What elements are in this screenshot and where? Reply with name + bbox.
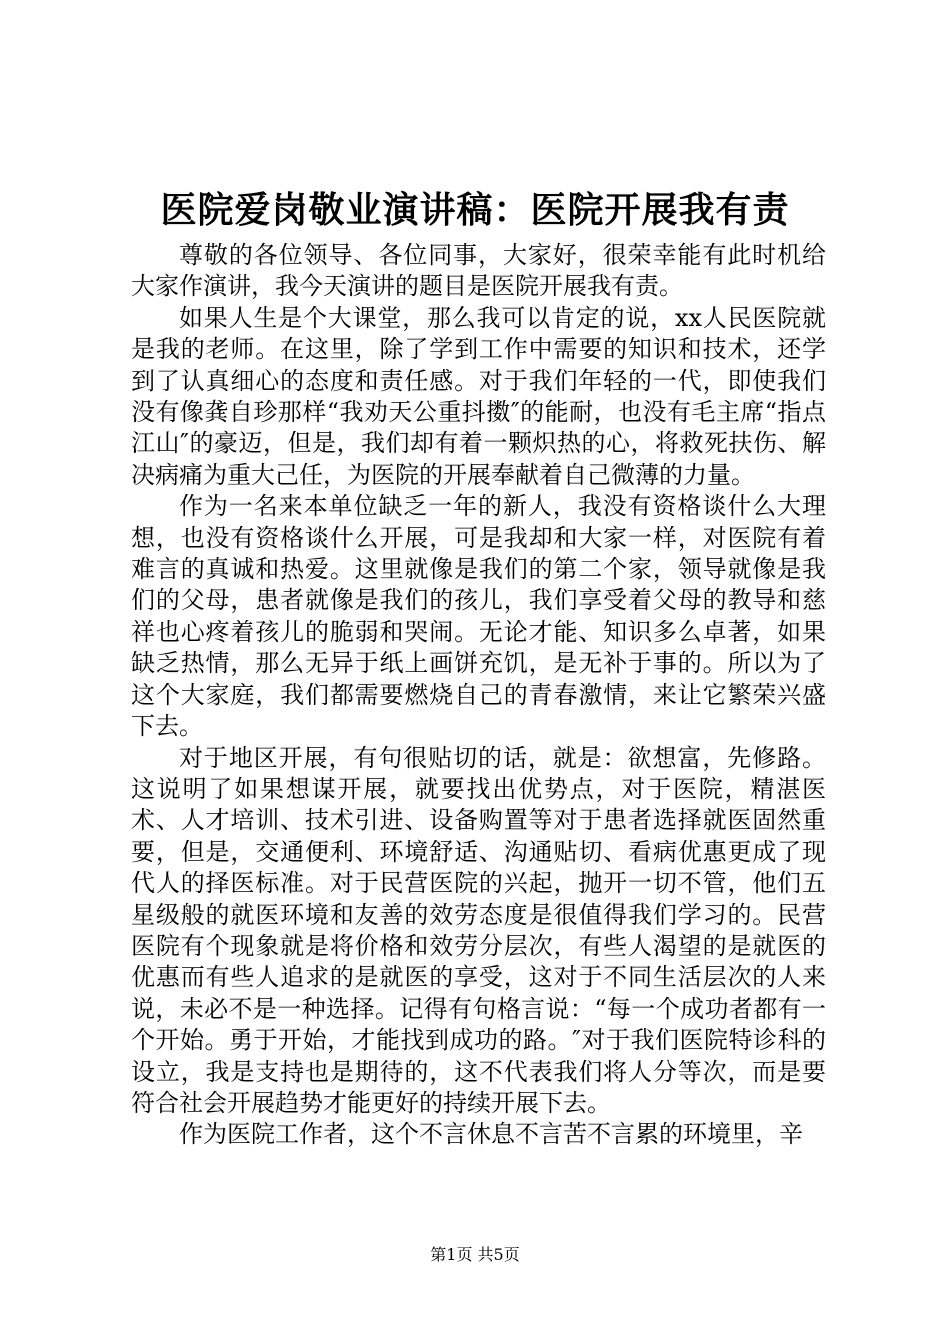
paragraph-hospital-worker: 作为医院工作者，这个不言休息不言苦不言累的环境里，辛 xyxy=(179,1120,803,1149)
document-title: 医院爱岗敬业演讲稿：医院开展我有责 xyxy=(160,189,790,231)
paragraph-newcomer: 作为一名来本单位缺乏一年的新人，我没有资格谈什么大理想，也没有资格谈什么开展，可是我却和大家一样，对医院有着难言的真诚和热爱。这里就像是我们的第二个家，领导就像是我们的父母，患者就像是我们的孩儿，我们享受着父母的教导和慈祥也心疼着孩儿的脆弱和哭闹。无论才能、知识多么卓著，如果缺乏热情，那么无异于纸上画饼充饥，是无补于事的。所以为了这个大家庭，我们都需要燃烧自己的青春激情，来让它繁荣兴盛下去。 xyxy=(131,492,826,741)
paragraph-greeting: 尊敬的各位领导、各位同事，大家好，很荣幸能有此时机给大家作演讲，我今天演讲的题目是医院开展我有责。 xyxy=(131,241,826,301)
document-body xyxy=(131,240,826,1151)
page-footer: 第1页 共5页 xyxy=(430,1245,520,1264)
paragraph-development: 对于地区开展，有句很贴切的话，就是：欲想富，先修路。这说明了如果想谋开展，就要找出优势点，对于医院，精湛医术、人才培训、技术引进、设备购置等对于患者选择就医固然重要，但是，交通便利、环境舒适、沟通贴切、看病优惠更成了现代人的择医标准。对于民营医院的兴起，抛开一切不管，他们五星级般的就医环境和友善的效劳态度是很值得我们学习的。民营医院有个现象就是将价格和效劳分层次，有些人渴望的是就医的优惠而有些人追求的是就医的享受，这对于不同生活层次的人来说，未必不是一种选择。记得有句格言说：“每一个成功者都有一个开始。勇于开始，才能找到成功的路。″对于我们医院特诊科的设立，我是支持也是期待的，这不代表我们将人分等次，而是要符合社会开展趋势才能更好的持续开展下去。 xyxy=(131,743,826,1117)
paragraph-hospital-teacher: 如果人生是个大课堂，那么我可以肯定的说，xx人民医院就是我的老师。在这里，除了学到工作中需要的知识和技术，还学到了认真细心的态度和责任感。对于我们年轻的一代，即使我们没有像龚自珍那样“我劝天公重抖擞″的能耐，也没有毛主席“指点江山″的豪迈，但是，我们却有着一颗炽热的心，将救死扶伤、解决病痛为重大己任，为医院的开展奉献着自己微薄的力量。 xyxy=(131,303,826,489)
